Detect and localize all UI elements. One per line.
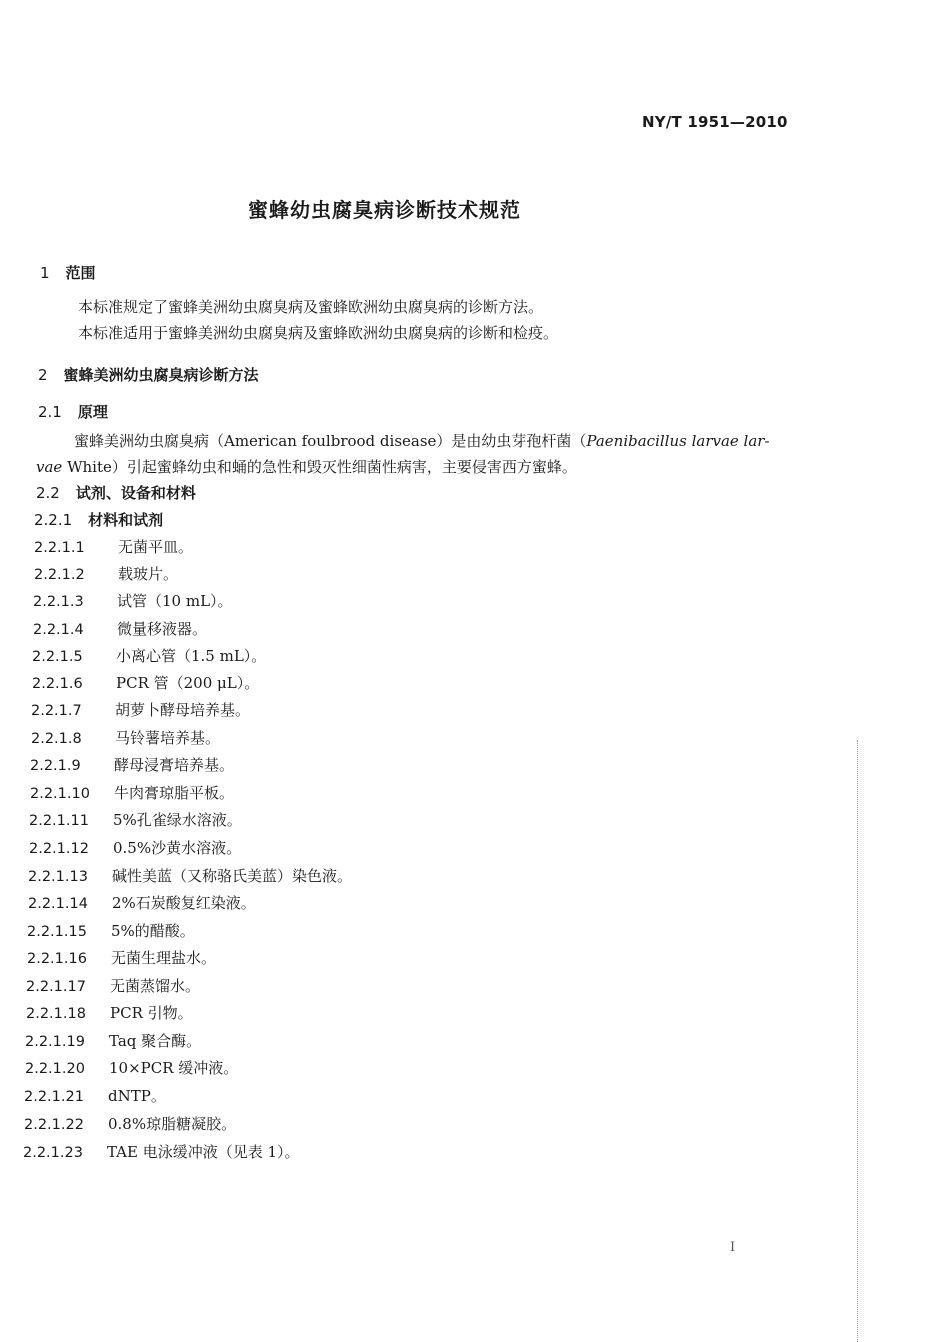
item-text: 5%的醋酸。 — [111, 922, 195, 940]
section-number: 2.2 — [36, 484, 60, 502]
section-2-heading — [38, 364, 259, 385]
item-number: 2.2.1.14 — [28, 896, 88, 912]
item-number: 2.2.1.18 — [26, 1006, 86, 1022]
item-text: 小离心管（1.5 mL）。 — [116, 647, 267, 665]
item-text: 酵母浸膏培养基。 — [114, 756, 235, 774]
item-text: 无菌生理盐水。 — [111, 949, 217, 967]
scan-edge-line — [857, 740, 858, 1342]
list-item — [26, 1002, 193, 1023]
item-number: 2.2.1.2 — [34, 567, 85, 583]
list-item — [29, 837, 241, 858]
item-number: 2.2.1.22 — [24, 1117, 84, 1133]
item-number: 2.2.1.20 — [25, 1061, 85, 1077]
item-number: 2.2.1.5 — [32, 649, 83, 665]
item-number: 2.2.1.13 — [28, 869, 88, 885]
item-number: 2.2.1.9 — [30, 758, 81, 774]
section-1-heading — [40, 262, 96, 283]
item-text: 2%石炭酸复红染液。 — [112, 894, 256, 912]
item-text: 5%孔雀绿水溶液。 — [113, 811, 242, 829]
list-item — [28, 865, 352, 886]
section-number: 1 — [40, 264, 50, 282]
item-text: 马铃薯培养基。 — [115, 729, 221, 747]
list-item — [34, 536, 193, 557]
item-text: 无菌蒸馏水。 — [110, 977, 201, 995]
item-number: 2.2.1.15 — [27, 924, 87, 940]
section-title: 蜜蜂美洲幼虫腐臭病诊断方法 — [63, 366, 259, 384]
item-text: 载玻片。 — [118, 565, 179, 583]
section-number: 2 — [38, 366, 48, 384]
list-item — [31, 699, 250, 720]
item-number: 2.2.1.10 — [30, 786, 90, 802]
list-item — [33, 590, 233, 611]
list-item — [25, 1057, 238, 1078]
item-number: 2.2.1.19 — [25, 1034, 85, 1050]
item-number: 2.2.1.4 — [33, 622, 84, 638]
principle-text: 蜜蜂美洲幼虫腐臭病（American foulbrood disease）是由幼虫芽孢杆菌（ — [74, 432, 587, 450]
item-number: 2.2.1.12 — [29, 841, 89, 857]
item-number: 2.2.1.16 — [27, 951, 87, 967]
list-item — [23, 1141, 300, 1162]
species-name: vae — [36, 458, 63, 476]
item-number: 2.2.1.3 — [33, 594, 84, 610]
document-title: 蜜蜂幼虫腐臭病诊断技术规范 — [248, 198, 521, 222]
item-number: 2.2.1.1 — [34, 540, 85, 556]
item-number: 2.2.1.11 — [29, 813, 89, 829]
item-text: dNTP。 — [108, 1087, 166, 1105]
item-number: 2.2.1.23 — [23, 1145, 83, 1161]
item-number: 2.2.1.6 — [32, 676, 83, 692]
item-text: 0.5%沙黄水溶液。 — [113, 839, 242, 857]
list-item — [25, 1030, 201, 1051]
list-item — [31, 727, 220, 748]
item-text: 微量移液器。 — [117, 620, 208, 638]
section-title: 材料和试剂 — [88, 511, 164, 529]
list-item — [30, 754, 234, 775]
section-number: 2.2.1 — [34, 511, 73, 529]
section-2-2-heading — [36, 482, 196, 503]
section-title: 试剂、设备和材料 — [75, 484, 196, 502]
section-2-2-1-heading — [34, 509, 163, 530]
list-item — [30, 782, 234, 803]
list-item — [32, 645, 266, 666]
list-item — [32, 672, 259, 693]
item-number: 2.2.1.17 — [26, 979, 86, 995]
principle-text: White）引起蜜蜂幼虫和蛹的急性和毁灭性细菌性病害，主要侵害西方蜜蜂。 — [62, 458, 577, 476]
item-text: Taq 聚合酶。 — [109, 1032, 202, 1050]
section-2-1-heading — [38, 401, 108, 422]
item-number: 2.2.1.8 — [31, 731, 82, 747]
item-text: 10×PCR 缓冲液。 — [109, 1059, 239, 1077]
item-text: 胡萝卜酵母培养基。 — [115, 701, 251, 719]
page-number: I — [730, 1240, 736, 1255]
section-title: 原理 — [77, 403, 108, 421]
paragraph: 本标准规定了蜜蜂美洲幼虫腐臭病及蜜蜂欧洲幼虫腐臭病的诊断方法。 — [78, 298, 544, 316]
item-text: 0.8%琼脂糖凝胶。 — [108, 1115, 237, 1133]
list-item — [28, 892, 256, 913]
list-item — [24, 1113, 236, 1134]
paragraph: 本标准适用于蜜蜂美洲幼虫腐臭病及蜜蜂欧洲幼虫腐臭病的诊断和检疫。 — [78, 324, 559, 342]
list-item — [27, 920, 195, 941]
item-number: 2.2.1.21 — [24, 1089, 84, 1105]
item-text: PCR 管（200 μL）。 — [116, 674, 260, 692]
section-number: 2.1 — [38, 403, 62, 421]
item-text: TAE 电泳缓冲液（见表 1）。 — [107, 1143, 300, 1161]
item-number: 2.2.1.7 — [31, 703, 82, 719]
list-item — [27, 947, 216, 968]
item-text: 碱性美蓝（又称骆氏美蓝）染色液。 — [112, 867, 353, 885]
list-item — [29, 809, 242, 830]
species-name: Paenibacillus larvae lar- — [586, 432, 770, 450]
standard-code: NY/T 1951—2010 — [642, 113, 788, 131]
item-text: 牛肉膏琼脂平板。 — [114, 784, 235, 802]
item-text: 无菌平皿。 — [118, 538, 194, 556]
list-item — [33, 618, 207, 639]
list-item — [24, 1085, 166, 1106]
list-item — [34, 563, 178, 584]
item-text: PCR 引物。 — [110, 1004, 193, 1022]
paragraph-principle-cont — [36, 454, 577, 480]
list-item — [26, 975, 200, 996]
item-text: 试管（10 mL）。 — [117, 592, 233, 610]
section-title: 范围 — [65, 264, 96, 282]
paragraph-principle — [74, 428, 774, 454]
